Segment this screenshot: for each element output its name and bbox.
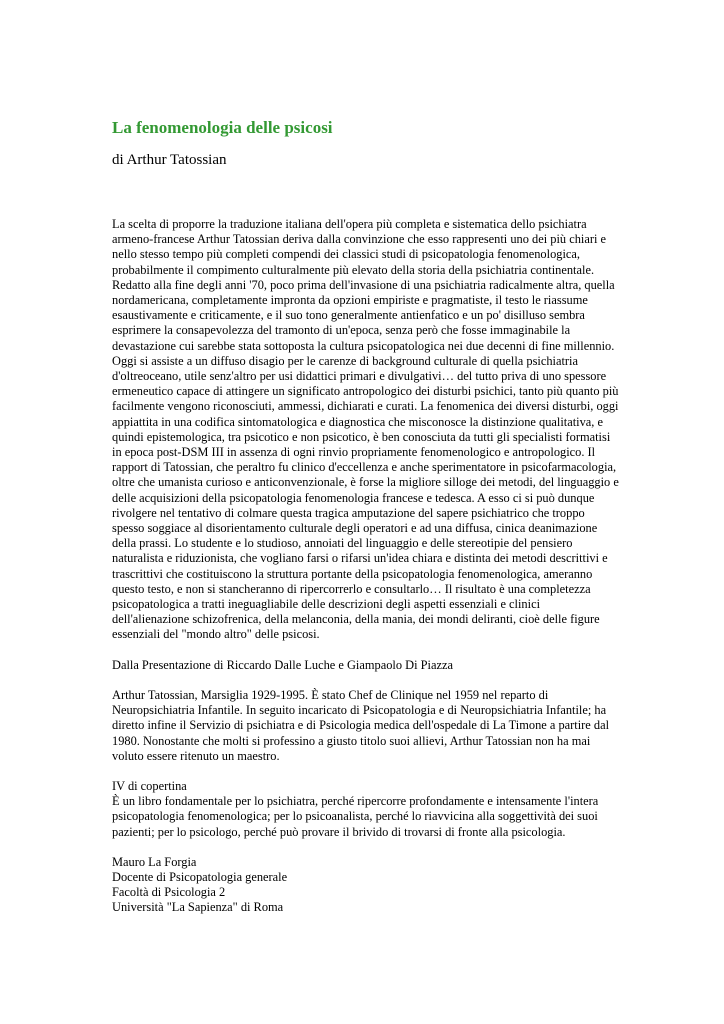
main-paragraph-line: facilmente vengono riconosciuti, ammessi, dichiarati e curati. La fenomenica dei diversi disturbi, oggi <box>112 399 619 414</box>
author-line: di Arthur Tatossian <box>112 152 227 168</box>
main-paragraph-line: appiattita in una codifica sintomatologica e diagnostica che misconosce la distinzione qualitativa, e <box>112 414 603 429</box>
main-paragraph-line: esaustivamente e criticamente, e il suo tono generalmente antienfatico e un po' disilluso sembra <box>112 308 585 323</box>
main-paragraph-line: Redatto alla fine degli anni '70, poco prima dell'invasione di una psichiatria radicalmente altra, quella <box>112 277 615 292</box>
main-paragraph-line: trascrittivi che costituiscono la struttura portante della psicopatologia fenomenologica, ameranno <box>112 566 593 581</box>
signature-name: Mauro La Forgia <box>112 854 197 869</box>
main-paragraph-line: rapport di Tatossian, che peraltro fu clinico d'eccellenza e anche sperimentatore in psicofarmacologia, <box>112 460 617 475</box>
main-paragraph-line: essenziali del "mondo altro" delle psicosi. <box>112 627 320 642</box>
main-paragraph-line: armeno-francese Arthur Tatossian deriva dalla convinzione che esso rappresenti uno dei più chiari e <box>112 232 606 247</box>
main-paragraph <box>112 217 617 643</box>
bio-paragraph-line: voluto essere ritenuto un maestro. <box>112 748 280 763</box>
main-paragraph-line: rivolgere nel tentativo di colmare questa tragica amputazione del sapere psichiatrico che troppo <box>112 505 585 520</box>
main-paragraph-line: ermeneutico capace di attingere un significato antropologico dei disturbi psichici, tanto più quanto più <box>112 384 619 399</box>
cover-section <box>112 779 617 840</box>
document-body <box>112 217 617 916</box>
main-paragraph-line: in epoca post-DSM III in assenza di ogni rinvio propriamente fenomenologico e antropologico. Il <box>112 445 596 460</box>
paragraph-gap <box>112 673 617 688</box>
paragraph-gap <box>112 840 617 855</box>
cover-heading: IV di copertina <box>112 778 187 793</box>
cover-paragraph <box>112 794 617 840</box>
bio-paragraph-line: Arthur Tatossian, Marsiglia 1929-1995. È stato Chef de Clinique nel 1959 nel reparto di <box>112 687 549 702</box>
main-paragraph-line: questo testo, e non si stancheranno di ripercorrerlo e consultarlo… Il risultato è una completezza <box>112 581 591 596</box>
cover-paragraph-line: psicopatologia fenomenologica; per lo psicoanalista, perché lo riavvicina alla soggettività dei suoi <box>112 809 598 824</box>
main-paragraph-line: probabilmente il compimento culturalmente più elevato della storia della psichiatria continentale. <box>112 262 595 277</box>
signature-faculty: Facoltà di Psicologia 2 <box>112 885 226 900</box>
signature-block <box>112 855 617 916</box>
main-paragraph-line: quindi epistemologica, tra psicotico e non psicotico, è ben conosciuta da tutti gli specialisti formatisi <box>112 429 611 444</box>
bio-paragraph-line: 1980. Nonostante che molti si professino a giusto titolo suoi allievi, Arthur Tatossian non ha mai <box>112 733 591 748</box>
signature-university: Università "La Sapienza" di Roma <box>112 900 284 915</box>
presentation-credit: Dalla Presentazione di Riccardo Dalle Luche e Giampaolo Di Piazza <box>112 657 453 672</box>
main-paragraph-line: nello stesso tempo più completi compendi dei classici studi di psicopatologia fenomenologica, <box>112 247 580 262</box>
main-paragraph-line: naturalista e riduzionista, che vogliano farsi o rifarsi un'idea chiara e distinta dei metodi descrittivi e <box>112 551 608 566</box>
document-title: La fenomenologia delle psicosi <box>112 118 333 137</box>
main-paragraph-line: esprimere la consapevolezza del tramonto di un'epoca, senza però che fosse immaginabile la <box>112 323 571 338</box>
main-paragraph-line: della prassi. Lo studente e lo studioso, annoiati del linguaggio e delle stereotipie del pensiero <box>112 536 573 551</box>
paragraph-gap <box>112 643 617 658</box>
main-paragraph-line: d'oltreoceano, utile senz'altro per usi didattici primari e divulgativi… del tutto priva di uno spessore <box>112 369 607 384</box>
main-paragraph-line: psicopatologica a tratti ineguagliabile delle descrizioni degli aspetti essenziali e clinici <box>112 597 541 612</box>
signature-role: Docente di Psicopatologia generale <box>112 869 288 884</box>
main-paragraph-line: Oggi si assiste a un diffuso disagio per le carenze di background culturale di quella psichiatria <box>112 353 578 368</box>
main-paragraph-line: delle acquisizioni della psicopatologia fenomenologia francese e tedesca. A esso ci si può dunque <box>112 490 595 505</box>
author-bio-paragraph <box>112 688 617 764</box>
main-paragraph-line: La scelta di proporre la traduzione italiana dell'opera più completa e sistematica dello psichiatra <box>112 217 587 231</box>
main-paragraph-line: nordamericana, completamente impronta da opzioni empiriste e pragmatiste, il testo le riassume <box>112 293 588 308</box>
bio-paragraph-line: diretto infine il Servizio di psichiatra e di Psicologia medica dell'ospedale di La Timone a partire dal <box>112 718 610 733</box>
main-paragraph-line: spesso soggiace al disorientamento culturale degli operatori e ad una diffusa, cinica deanimazione <box>112 521 598 536</box>
bio-paragraph-line: Neuropsichiatria Infantile. In seguito incaricato di Psicopatologia e di Neuropsichiatria Infantile; ha <box>112 703 607 718</box>
paragraph-gap <box>112 764 617 779</box>
main-paragraph-line: dell'alienazione schizofrenica, della melanconia, della mania, dei mondi deliranti, cioè delle figure <box>112 612 600 627</box>
main-paragraph-line: oltre che umanista curioso e anticonvenzionale, è forse la migliore silloge dei metodi, del linguaggio e <box>112 475 619 490</box>
cover-paragraph-line: È un libro fondamentale per lo psichiatra, perché ripercorre profondamente e intensamente l'intera <box>112 794 599 809</box>
main-paragraph-line: devastazione cui sarebbe stata sottoposta la cultura psicopatologica nei due decenni di fine millennio. <box>112 338 615 353</box>
cover-paragraph-line: pazienti; per lo psicologo, perché può provare il brivido di trovarsi di fronte alla psicologia. <box>112 824 566 839</box>
